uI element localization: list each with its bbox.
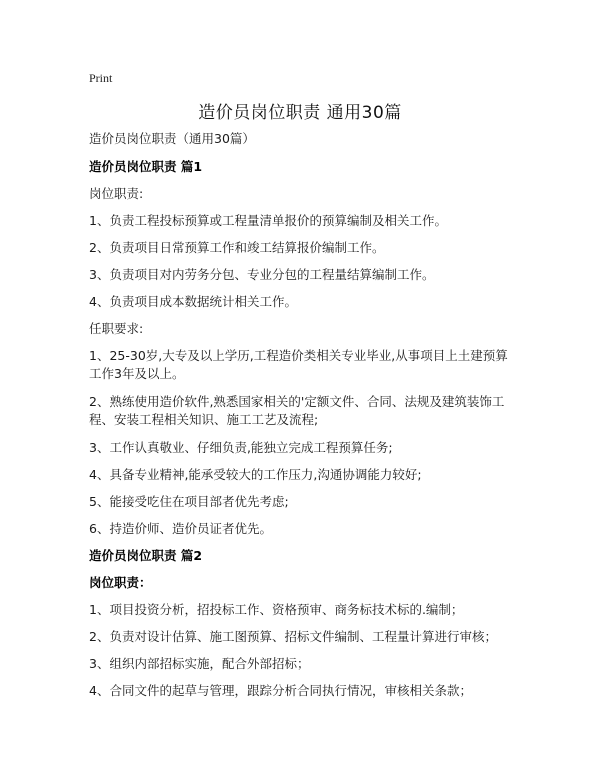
duty-item: 2、负责对设计估算、施工图预算、招标文件编制、工程量计算进行审核； — [89, 629, 497, 644]
document-body — [89, 130, 519, 709]
duties-label: 岗位职责: — [89, 186, 144, 201]
requirement-item: 2、熟练使用造价软件,熟悉国家相关的'定额文件、合同、法规及建筑装饰工程、安装工程相关知识、施工工艺及流程; — [89, 394, 505, 427]
duty-item: 3、组织内部招标实施，配合外部招标； — [89, 656, 310, 671]
duty-item: 1、项目投资分析，招投标工作、资格预审、商务标技术标的.编制； — [89, 602, 464, 617]
print-label: Print — [89, 71, 113, 85]
document-subtitle: 造价员岗位职责（通用30篇） — [89, 131, 255, 146]
requirement-item: 5、能接受吃住在项目部者优先考虑; — [89, 494, 289, 509]
section-heading: 造价员岗位职责 篇1 — [89, 159, 203, 174]
document-title: 造价员岗位职责 通用30篇 — [198, 103, 402, 123]
requirement-item: 1、25-30岁,大专及以上学历,工程造价类相关专业毕业,从事项目上土建预算工作3年及以上。 — [89, 348, 508, 381]
requirement-item: 6、持造价师、造价员证者优先。 — [89, 521, 272, 536]
duty-item: 4、负责项目成本数据统计相关工作。 — [89, 294, 297, 309]
duty-item: 2、负责项目日常预算工作和竣工结算报价编制工作。 — [89, 240, 385, 255]
duties-label: 岗位职责： — [89, 575, 152, 590]
requirements-label: 任职要求: — [89, 321, 144, 336]
duty-item: 4、合同文件的起草与管理，跟踪分析合同执行情况，审核相关条款； — [89, 683, 472, 698]
duty-item: 3、负责项目对内劳务分包、专业分包的工程量结算编制工作。 — [89, 267, 435, 282]
section-heading: 造价员岗位职责 篇2 — [89, 548, 203, 563]
requirement-item: 3、工作认真敬业、仔细负责,能独立完成工程预算任务; — [89, 440, 393, 455]
requirement-item: 4、具备专业精神,能承受较大的工作压力,沟通协调能力较好; — [89, 467, 422, 482]
duty-item: 1、负责工程投标预算或工程量清单报价的预算编制及相关工作。 — [89, 213, 447, 228]
